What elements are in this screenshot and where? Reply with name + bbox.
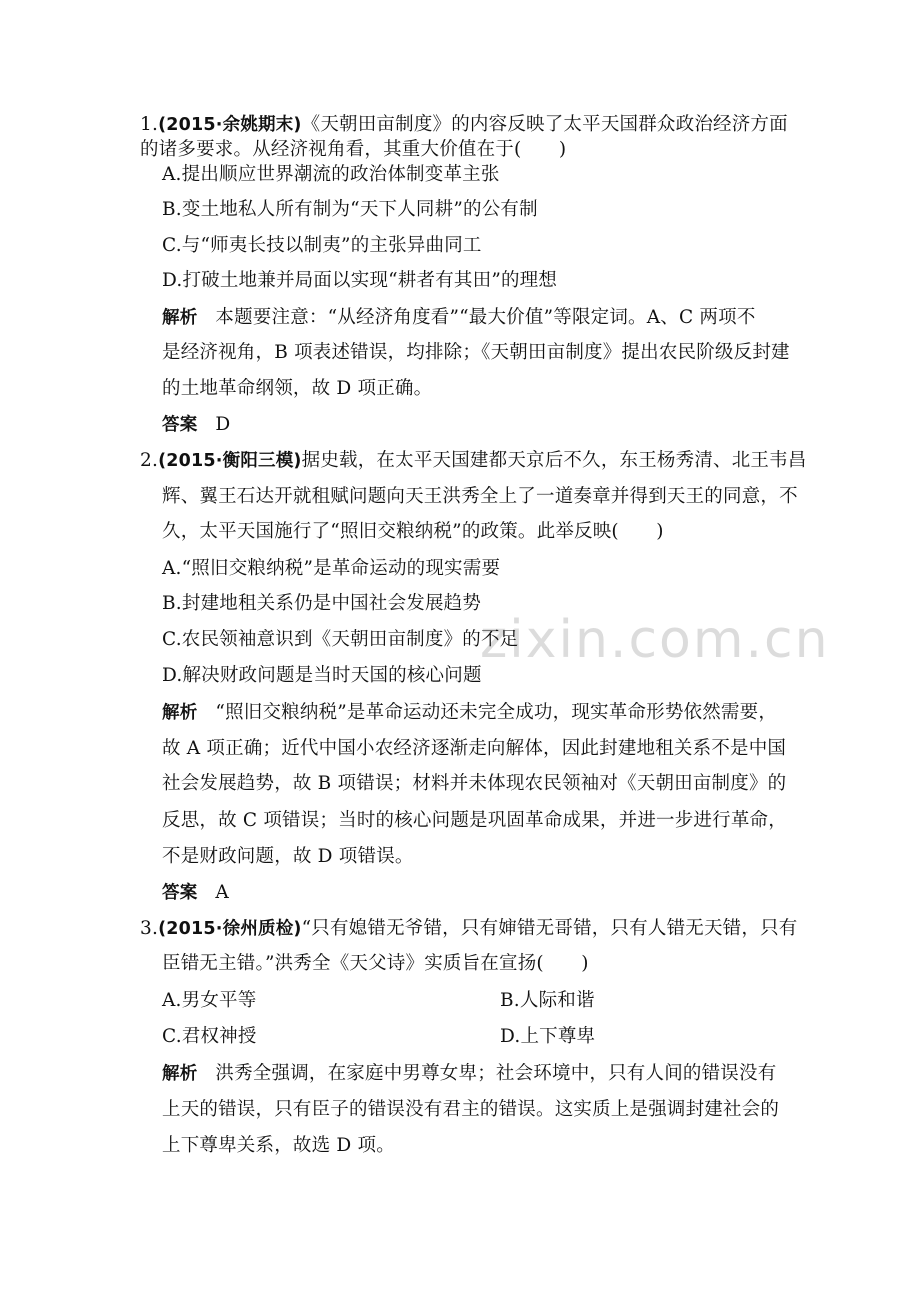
option-c: C.农民领袖意识到《天朝田亩制度》的不足 — [162, 629, 519, 650]
question-number: 2. — [140, 450, 159, 471]
option-b: B.人际和谐 — [500, 990, 595, 1011]
stem-text: 据史载，在太平天国建都天京后不久，东王杨秀清、北王韦昌 — [301, 450, 807, 471]
option-a: A.男女平等 — [162, 990, 257, 1011]
option-b: B.变土地私人所有制为“天下人同耕”的公有制 — [162, 199, 538, 220]
question-3-stem-line-2: 臣错无主错。”洪秀全《天父诗》实质旨在宣扬( ) — [162, 953, 589, 974]
question-1-stem-line-2: 的诸多要求。从经济视角看，其重大价值在于( ) — [140, 139, 567, 160]
question-2-stem-line-3: 久，太平天国施行了“照旧交粮纳税”的政策。此举反映( ) — [162, 521, 664, 542]
analysis-line-3: 社会发展趋势，故 B 项错误；材料并未体现农民领袖对《天朝田亩制度》的 — [162, 773, 787, 794]
analysis-label: 解析 — [162, 308, 198, 328]
option-b: B.封建地租关系仍是中国社会发展趋势 — [162, 593, 482, 614]
option-c: C.与“师夷长技以制夷”的主张异曲同工 — [162, 235, 482, 256]
option-d: D.上下尊卑 — [500, 1026, 596, 1047]
analysis-line-1 — [162, 305, 756, 331]
stem-text: 《天朝田亩制度》的内容反映了太平天国群众政治经济方面 — [301, 114, 788, 135]
analysis-line-2: 是经济视角，B 项表述错误，均排除；《天朝田亩制度》提出农民阶级反封建 — [162, 342, 790, 363]
question-source: (2015·衡阳三模) — [158, 451, 302, 471]
analysis-text: “照旧交粮纳税”是革命运动还未完全成功，现实革命形势依然需要， — [215, 702, 778, 723]
answer-label: 答案 — [162, 883, 198, 903]
option-c: C.君权神授 — [162, 1026, 257, 1047]
question-2-stem-line-1 — [140, 448, 807, 474]
option-d: D.打破土地兼并局面以实现“耕者有其田”的理想 — [162, 270, 558, 291]
watermark: zixin.com.cn — [480, 610, 830, 670]
analysis-line-4: 反思，故 C 项错误；当时的核心问题是巩固革命成果，并进一步进行革命， — [162, 810, 787, 831]
question-source: (2015·余姚期末) — [158, 115, 302, 135]
analysis-line-5: 不是财政问题，故 D 项错误。 — [162, 846, 414, 867]
answer-line — [162, 412, 230, 438]
analysis-label: 解析 — [162, 1064, 198, 1084]
option-a: A.“照旧交粮纳税”是革命运动的现实需要 — [162, 558, 501, 579]
analysis-line-2: 上天的错误，只有臣子的错误没有君主的错误。这实质上是强调封建社会的 — [162, 1099, 780, 1120]
analysis-line-2: 故 A 项正确；近代中国小农经济逐渐走向解体，因此封建地租关系不是中国 — [162, 738, 787, 759]
analysis-text: 洪秀全强调，在家庭中男尊女卑；社会环境中，只有人间的错误没有 — [215, 1063, 777, 1084]
question-number: 1. — [140, 114, 159, 135]
answer-label: 答案 — [162, 415, 198, 435]
question-2-stem-line-2: 辉、翼王石达开就租赋问题向天王洪秀全上了一道奏章并得到天王的同意，不 — [162, 486, 798, 507]
question-1-stem-line-1 — [140, 112, 788, 138]
answer-value: A — [215, 882, 229, 903]
question-number: 3. — [140, 918, 159, 939]
question-source: (2015·徐州质检) — [158, 919, 302, 939]
option-a: A.提出顺应世界潮流的政治体制变革主张 — [162, 164, 500, 185]
question-3-stem-line-1 — [140, 916, 798, 942]
option-d: D.解决财政问题是当时天国的核心问题 — [162, 665, 482, 686]
analysis-line-1 — [162, 1061, 776, 1087]
analysis-line-3: 的土地革命纲领，故 D 项正确。 — [162, 378, 433, 399]
analysis-line-3: 上下尊卑关系，故选 D 项。 — [162, 1135, 395, 1156]
analysis-label: 解析 — [162, 703, 198, 723]
stem-text: “只有媳错无爷错，只有婶错无哥错，只有人错无天错，只有 — [301, 918, 798, 939]
analysis-text: 本题要注意：“从经济角度看”“最大价值”等限定词。A、C 两项不 — [215, 307, 756, 328]
answer-line — [162, 880, 229, 906]
answer-value: D — [215, 414, 231, 435]
analysis-line-1 — [162, 700, 777, 726]
